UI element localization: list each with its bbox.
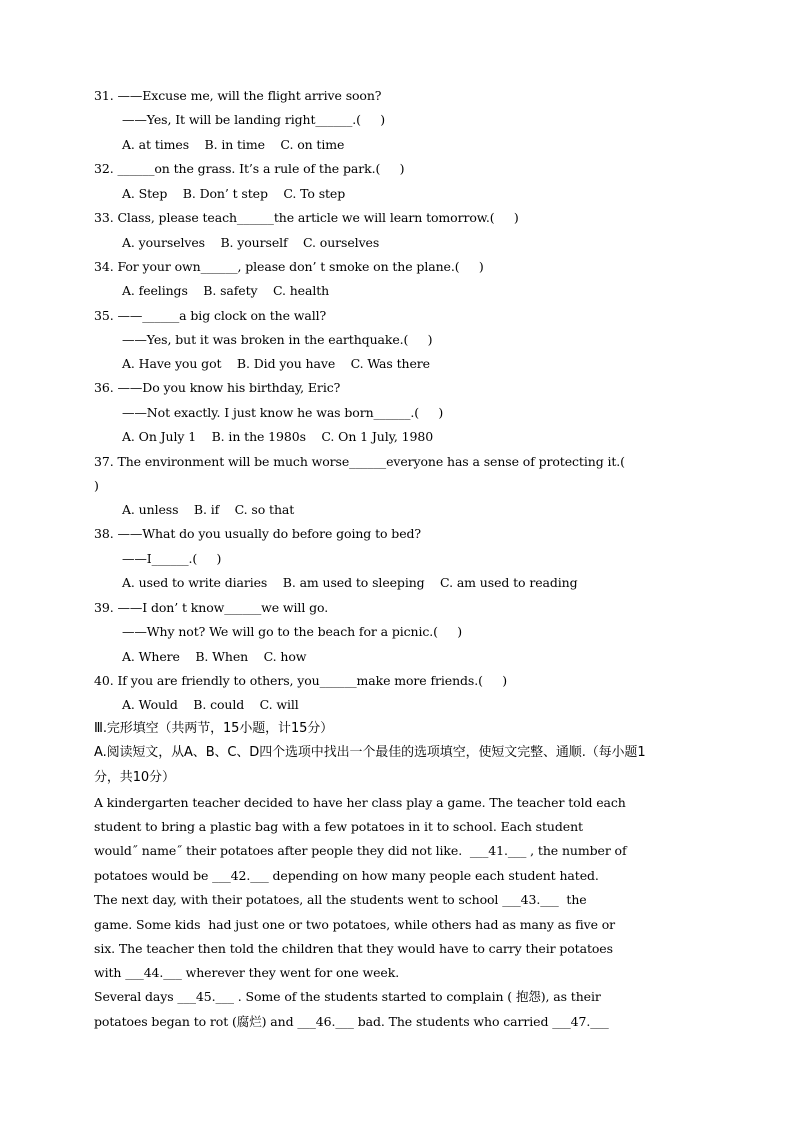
passage-line: Several days ___45.___ . Some of the students started to complain ( 抱怨), as their — [94, 989, 601, 1004]
question-33: 33. Class, please teach______the article we will learn tomorrow.( ) — [94, 210, 519, 225]
question-31: 31. ——Excuse me, will the flight arrive soon? — [94, 88, 382, 103]
question-31-line-2: ——Yes, It will be landing right______.( ) — [122, 112, 386, 127]
question-33-options: A. yourselves B. yourself C. ourselves — [122, 235, 380, 250]
question-32-options: A. Step B. Don’ t step C. To step — [122, 186, 346, 201]
question-34: 34. For your own______, please don’ t smoke on the plane.( ) — [94, 259, 484, 274]
passage-line: potatoes would be ___42.___ depending on how many people each student hated. — [94, 868, 599, 883]
passage-line: A kindergarten teacher decided to have her class play a game. The teacher told each — [94, 795, 626, 810]
passage-line: game. Some kids had just one or two potatoes, while others had as many as five or — [94, 917, 616, 932]
question-36-line-2: ——Not exactly. I just know he was born______.( ) — [122, 405, 444, 420]
question-38-options: A. used to write diaries B. am used to sleeping C. am used to reading — [122, 575, 578, 590]
question-32: 32. ______on the grass. It’s a rule of the park.( ) — [94, 161, 405, 176]
question-35-line-2: ——Yes, but it was broken in the earthquake.( ) — [122, 332, 433, 347]
section-instruction-cont: 分，共10分） — [94, 770, 175, 785]
question-37-line-2: ) — [94, 478, 99, 493]
question-38-line-2: ——I______.( ) — [122, 551, 222, 566]
question-37-options: A. unless B. if C. so that — [122, 502, 295, 517]
question-37: 37. The environment will be much worse______everyone has a sense of protecting it.( — [94, 454, 625, 469]
question-34-options: A. feelings B. safety C. health — [122, 283, 330, 298]
passage-line: would˝ name˝ their potatoes after people they did not like. ___41.___ , the number of — [94, 843, 627, 858]
passage-line: student to bring a plastic bag with a few potatoes in it to school. Each student — [94, 819, 583, 834]
question-40-options: A. Would B. could C. will — [122, 697, 299, 712]
section-instruction: A.阅读短文，从A、B、C、D四个选项中找出一个最佳的选项填空，使短文完整、通顺.（每小题1 — [94, 745, 646, 760]
question-31-options: A. at times B. in time C. on time — [122, 137, 345, 152]
question-40: 40. If you are friendly to others, you______make more friends.( ) — [94, 673, 508, 688]
question-39-options: A. Where B. When C. how — [122, 649, 307, 664]
question-39: 39. ——I don’ t know______we will go. — [94, 600, 329, 615]
question-35: 35. ——______a big clock on the wall? — [94, 308, 327, 323]
question-36: 36. ——Do you know his birthday, Eric? — [94, 380, 341, 395]
question-36-options: A. On July 1 B. in the 1980s C. On 1 July, 1980 — [122, 429, 434, 444]
section-heading: Ⅲ.完形填空（共两节，15小题，计15分） — [94, 721, 334, 736]
passage-line: The next day, with their potatoes, all the students went to school ___43.___ the — [94, 892, 587, 907]
passage-line: potatoes began to rot (腐烂) and ___46.___ bad. The students who carried ___47.___ — [94, 1014, 609, 1029]
question-39-line-2: ——Why not? We will go to the beach for a picnic.( ) — [122, 624, 463, 639]
passage-line: with ___44.___ wherever they went for one week. — [94, 965, 400, 980]
question-38: 38. ——What do you usually do before going to bed? — [94, 526, 422, 541]
question-35-options: A. Have you got B. Did you have C. Was there — [122, 356, 430, 371]
passage-line: six. The teacher then told the children that they would have to carry their potatoes — [94, 941, 613, 956]
